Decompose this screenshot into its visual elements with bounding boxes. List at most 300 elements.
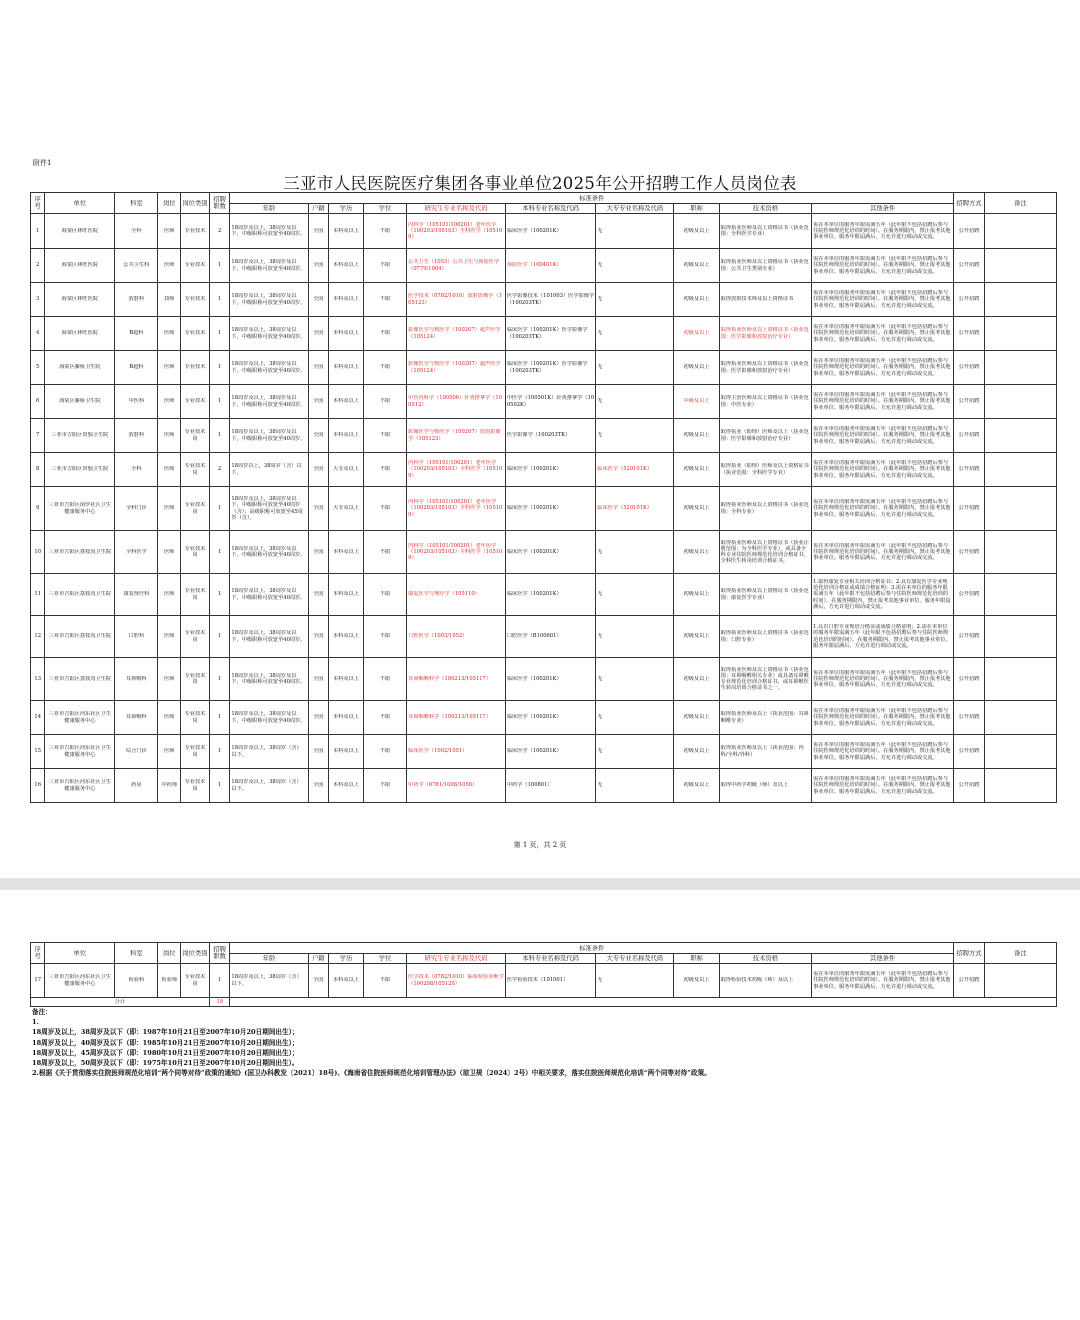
cell-title — [674, 735, 719, 769]
header-title — [674, 954, 719, 964]
cell-post-text: 医师 — [164, 675, 175, 682]
header-unit-text: 单位 — [73, 949, 87, 957]
cell-edu-text: 本科及以上 — [333, 675, 359, 682]
cell-seq — [31, 283, 45, 317]
cell-seq-text: 6 — [36, 398, 40, 405]
cell-post-text: 技师 — [164, 296, 175, 303]
cell-remark — [984, 964, 1056, 998]
cell-other-text: 1.取得康复专业相关培训合格证书；2.具有康复医学专业规范化培训合格证或成绩合格证明；3.需在本单位的服务年限需满五年（此年限不包括招聘后参与住院医师规范化培训的时间）。在服务期限内，禁止报考其他事业单位。服务年限届满后，方允许进行调动或交流。 — [813, 578, 951, 610]
cell-other — [812, 351, 954, 385]
cell-hukou — [308, 351, 329, 385]
cell-dept-text: 全科门诊 — [125, 505, 147, 512]
cell-unit-text: 三亚市吉阳区荔枝沟卫生院 — [48, 591, 111, 598]
cell-count-text: 1 — [217, 782, 222, 789]
cell-edu-text: 本科及以上 — [333, 782, 359, 789]
cell-edu — [329, 769, 364, 803]
cell-age — [230, 283, 308, 317]
cell-grad-text: 影像医学与核医学（100207）超声医学（105124） — [408, 361, 501, 374]
header-seq — [31, 193, 45, 214]
cell-category-text: 专业技术岗 — [184, 779, 206, 792]
cell-seq-text: 13 — [34, 675, 41, 682]
cell-unit — [45, 317, 115, 351]
cell-ug-text: 中医学（100501K）针灸推拿学（100502K） — [506, 395, 595, 408]
cell-ug — [505, 769, 595, 803]
table-row — [31, 487, 1057, 531]
cell-unit — [45, 735, 115, 769]
cell-hukou — [308, 574, 329, 616]
header-hukou-text: 户籍 — [311, 955, 325, 962]
cell-ug — [505, 351, 595, 385]
cell-other-text: 需在本单位的服务年限需满五年（此年限不包括招聘后参与住院医师规范化培训的时间）。在服务期限内，禁止报考其他事业单位。服务年限届满后，方允许进行调动或交流。 — [813, 221, 951, 241]
cell-method — [954, 658, 985, 701]
notes-age-2: 18周岁及以上，40周岁及以下（即：1985年10月21日至2007年10月20日期间出生）； — [32, 1038, 299, 1047]
header-dept — [115, 193, 158, 214]
cell-method — [954, 385, 985, 419]
cell-title — [674, 531, 719, 574]
cell-grad — [407, 658, 506, 701]
notes-heading: 备注： — [32, 1008, 52, 1016]
cell-method — [954, 531, 985, 574]
cell-count-text: 1 — [217, 675, 222, 682]
cell-seq-text: 10 — [34, 548, 41, 555]
cell-degree-text: 不限 — [379, 262, 391, 269]
cell-degree — [364, 616, 407, 658]
cell-unit-text: 三亚市吉阳区河东社区卫生健康服务中心 — [48, 974, 111, 987]
cell-ug-text: 临床医学（100201K） — [506, 548, 562, 555]
cell-ug — [505, 735, 595, 769]
cell-degree — [364, 574, 407, 616]
cell-age — [230, 249, 308, 283]
header-count — [209, 193, 230, 214]
cell-seq-text: 17 — [34, 977, 41, 984]
cell-dept-text: 综合门诊 — [125, 748, 147, 755]
cell-count — [209, 419, 230, 453]
cell-remark — [984, 735, 1056, 769]
cell-other-text: 需在本单位的服务年限需满五年（此年限不包括招聘后参与住院医师规范化培训的时间）。在服务期限内，禁止报考其他事业单位。服务年限届满后，方允许进行调动或交流。 — [813, 669, 951, 689]
cell-edu — [329, 317, 364, 351]
cell-dept — [115, 574, 158, 616]
cell-title — [674, 453, 719, 487]
cell-jc — [596, 701, 674, 735]
cell-count — [209, 531, 230, 574]
cell-grad — [407, 964, 506, 998]
table-row — [31, 964, 1057, 998]
cell-seq — [31, 574, 45, 616]
table-row — [31, 616, 1057, 658]
cell-grad — [407, 769, 506, 803]
header-post — [158, 943, 181, 964]
cell-age-text: 18周岁及以上，38周岁及以下，中级职称可放宽至40周岁。 — [231, 259, 306, 272]
header-other — [812, 954, 954, 964]
cell-unit — [45, 658, 115, 701]
cell-count-text: 1 — [217, 330, 222, 337]
header-grad-text: 研究生专业名称及代码 — [424, 205, 488, 212]
cell-hukou-text: 全国 — [313, 296, 324, 303]
header-hukou — [308, 204, 329, 214]
cell-seq-text: 11 — [34, 591, 41, 598]
cell-count — [209, 735, 230, 769]
cell-category — [181, 283, 210, 317]
header-count — [209, 943, 230, 964]
cell-age-text: 18周岁及以上，38周岁及以下，中级职称可放宽至40周岁。 — [231, 327, 306, 340]
header-post-text: 岗位 — [162, 199, 176, 207]
table-row — [31, 658, 1057, 701]
cell-jc — [596, 214, 674, 249]
cell-tech-text: 取得检验技术初级（师）及以上 — [720, 977, 794, 984]
total-row — [31, 998, 1057, 1007]
header-grad-text: 研究生专业名称及代码 — [424, 955, 488, 962]
notes-item-2: 2.根据《关于贯彻落实住院医师规范化培训“两个同等对待”政策的通知》(国卫办科教发〔2021〕18号)、《海南省住院医师规范化培训管理办法》（琼卫规〔2024〕2号）中相关要求，落实住院医师规范化培训“两个同等对待”政策。 — [32, 1069, 711, 1078]
cell-jc — [596, 385, 674, 419]
cell-age-text: 18周岁及以上，38周岁及以下，中级职称可放宽至40周岁。 — [231, 630, 306, 643]
cell-remark — [984, 249, 1056, 283]
cell-method-text: 公开招聘 — [958, 548, 980, 555]
table-row — [31, 701, 1057, 735]
cell-other-text: 需在本单位的服务年限需满五年（此年限不包括招聘后参与住院医师规范化培训的时间）。在服务期限内，禁止报考其他事业单位。服务年限届满后，方允许进行调动或交流。 — [813, 256, 951, 275]
cell-unit — [45, 531, 115, 574]
cell-title-text: 初级及以上 — [683, 505, 710, 512]
header-method-text: 招聘方式 — [956, 199, 982, 207]
cell-tech — [719, 735, 812, 769]
cell-count — [209, 658, 230, 701]
cell-title — [674, 487, 719, 531]
cell-method-text: 公开招聘 — [958, 714, 980, 721]
cell-dept-text: 药房 — [131, 782, 142, 789]
cell-remark — [984, 658, 1056, 701]
cell-other — [812, 317, 954, 351]
cell-hukou-text: 全国 — [313, 364, 324, 371]
cell-unit — [45, 385, 115, 419]
cell-seq-text: 3 — [36, 296, 40, 303]
cell-count-text: 1 — [217, 296, 222, 303]
cell-seq — [31, 351, 45, 385]
cell-tech-text: 取得执业医师及以上资格证书（执业范围：全科医学专业） — [720, 224, 809, 237]
cell-title-text: 初级及以上 — [683, 714, 710, 721]
cell-category-text: 专业技术岗 — [184, 588, 206, 601]
cell-count — [209, 214, 230, 249]
cell-title — [674, 385, 719, 419]
cell-category-text: 专业技术 — [184, 227, 206, 234]
header-category — [181, 193, 210, 214]
cell-unit-text: 三亚市吉阳区荔枝沟卫生院 — [48, 633, 111, 640]
cell-method — [954, 574, 985, 616]
cell-edu — [329, 574, 364, 616]
cell-grad-text: 医学技术（0782/1010）放射影像学（105123） — [408, 293, 502, 306]
cell-ug — [505, 487, 595, 531]
header-remark — [984, 943, 1056, 964]
cell-edu-text: 本科及以上 — [333, 364, 359, 371]
cell-degree — [364, 283, 407, 317]
cell-degree-text: 不限 — [379, 398, 391, 405]
cell-grad — [407, 453, 506, 487]
cell-tech — [719, 769, 812, 803]
cell-grad-text: 影像医学与核医学（100207）放射影像学（105123） — [408, 429, 501, 442]
notes-section — [32, 1007, 711, 1078]
cell-jc — [596, 964, 674, 998]
table-row — [31, 419, 1057, 453]
cell-count — [209, 283, 230, 317]
cell-tech — [719, 487, 812, 531]
cell-ug — [505, 214, 595, 249]
cell-degree-text: 不限 — [379, 466, 391, 473]
cell-jc-text: 无 — [597, 977, 603, 984]
header-post — [158, 193, 181, 214]
cell-tech — [719, 453, 812, 487]
total-count — [209, 998, 230, 1007]
document-title: 三亚市人民医院医疗集团各事业单位2025年公开招聘工作人员岗位表 — [283, 174, 797, 193]
cell-grad-text: 内科学（105101/100201）老年医学（100203/105103）全科医学（105109） — [408, 460, 503, 479]
cell-hukou — [308, 487, 329, 531]
cell-jc — [596, 351, 674, 385]
header-dept-text: 科室 — [130, 949, 143, 957]
cell-dept — [115, 351, 158, 385]
cell-remark — [984, 214, 1056, 249]
header-edu — [329, 204, 364, 214]
cell-count — [209, 964, 230, 998]
cell-jc — [596, 317, 674, 351]
cell-unit — [45, 283, 115, 317]
cell-dept-text: 口腔科 — [128, 633, 145, 640]
header-ug — [505, 204, 595, 214]
table-row — [31, 385, 1057, 419]
cell-dept — [115, 487, 158, 531]
cell-method — [954, 453, 985, 487]
table-row — [31, 351, 1057, 385]
cell-degree-text: 不限 — [379, 714, 391, 721]
cell-other — [812, 964, 954, 998]
cell-method — [954, 249, 985, 283]
cell-age — [230, 385, 308, 419]
cell-count-text: 1 — [217, 591, 222, 598]
cell-category-text: 专业技术岗 — [184, 672, 206, 685]
cell-unit-text: 三亚市吉阳区河东社区卫生健康服务中心 — [48, 745, 111, 758]
cell-post-text: 医师 — [164, 262, 175, 269]
header-method — [954, 943, 985, 964]
cell-seq — [31, 419, 45, 453]
cell-tech — [719, 249, 812, 283]
cell-tech-text: 取得执业医师及以上资格证书（执业范围：口腔专业） — [720, 630, 809, 643]
cell-ug — [505, 701, 595, 735]
cell-edu-text: 本科及以上 — [333, 227, 359, 234]
header-ug-text: 本科专业名称及代码 — [522, 955, 579, 962]
header-title-text: 职称 — [690, 205, 703, 212]
header-tech-text: 技术资格 — [752, 955, 778, 962]
cell-title-text: 初级及以上 — [683, 466, 710, 473]
header-criteria-text: 标准条件 — [579, 194, 605, 202]
cell-category — [181, 351, 210, 385]
cell-jc — [596, 453, 674, 487]
cell-age-text: 18周岁及以上，38周岁及以下，中级职称可放宽至40周岁。 — [231, 224, 306, 237]
cell-dept-text: 检验科 — [128, 977, 145, 984]
cell-post-text: 医师 — [164, 432, 175, 439]
cell-edu-text: 本科及以上 — [333, 548, 359, 555]
cell-jc-text: 临床医学（520101K） — [597, 466, 653, 473]
cell-ug-text: 医学检验技术（101001） — [506, 977, 569, 984]
cell-hukou-text: 全国 — [313, 466, 324, 473]
cell-edu — [329, 351, 364, 385]
cell-remark — [984, 531, 1056, 574]
cell-other — [812, 701, 954, 735]
cell-count-text: 2 — [217, 466, 222, 473]
cell-count-text: 2 — [217, 227, 222, 234]
cell-age — [230, 317, 308, 351]
cell-unit-text: 三亚市吉阳区河东社区卫生健康服务中心 — [48, 711, 111, 724]
cell-dept — [115, 701, 158, 735]
cell-other — [812, 531, 954, 574]
header-count-text: 招聘职数 — [213, 946, 226, 960]
cell-hukou — [308, 769, 329, 803]
header-title — [674, 204, 719, 214]
header-method — [954, 193, 985, 214]
cell-unit-text: 三亚市吉阳区荔枝沟卫生院 — [48, 548, 111, 555]
cell-post-text: 医师 — [164, 633, 175, 640]
cell-category-text: 专业技术 — [184, 330, 206, 337]
cell-unit-text: 三亚市吉阳区南罗社区卫生健康服务中心 — [48, 502, 111, 515]
header-dept-text: 科室 — [130, 199, 143, 207]
header-jc-text: 大专专业名称及代码 — [606, 955, 664, 962]
cell-post — [158, 214, 181, 249]
cell-category-text: 专业技术岗 — [184, 463, 206, 476]
cell-tech — [719, 283, 812, 317]
cell-jc-text: 无 — [597, 262, 603, 269]
cell-seq — [31, 249, 45, 283]
cell-post — [158, 964, 181, 998]
cell-count — [209, 249, 230, 283]
cell-count-text: 1 — [217, 748, 222, 755]
cell-hukou-text: 全国 — [313, 675, 324, 682]
header-category — [181, 943, 210, 964]
cell-degree-text: 不限 — [379, 505, 391, 512]
cell-method — [954, 964, 985, 998]
cell-post-text: 医师 — [164, 227, 175, 234]
cell-remark — [984, 769, 1056, 803]
cell-unit-text: 海棠区林旺医院 — [61, 330, 98, 337]
cell-method-text: 公开招聘 — [958, 505, 980, 512]
cell-post — [158, 574, 181, 616]
cell-title — [674, 214, 719, 249]
cell-dept-text: 耳鼻喉科 — [125, 675, 147, 682]
cell-unit — [45, 249, 115, 283]
cell-jc — [596, 531, 674, 574]
cell-dept — [115, 735, 158, 769]
cell-dept — [115, 249, 158, 283]
cell-edu — [329, 419, 364, 453]
cell-age — [230, 964, 308, 998]
cell-jc-text: 无 — [597, 748, 603, 755]
cell-title-text: 初级及以上 — [683, 782, 710, 789]
cell-count — [209, 317, 230, 351]
header-age — [230, 204, 308, 214]
cell-hukou-text: 全国 — [313, 227, 324, 234]
cell-degree — [364, 317, 407, 351]
cell-grad — [407, 531, 506, 574]
cell-edu-text: 大专及以上 — [333, 466, 359, 473]
cell-age — [230, 616, 308, 658]
cell-post-text: 医师 — [164, 364, 175, 371]
cell-post — [158, 453, 181, 487]
cell-hukou — [308, 385, 329, 419]
cell-seq-text: 8 — [36, 466, 40, 473]
cell-edu — [329, 658, 364, 701]
cell-category — [181, 385, 210, 419]
cell-ug-text: 临床医学（100201K） — [506, 466, 562, 473]
cell-hukou — [308, 735, 329, 769]
job-table-page-two — [30, 942, 1057, 1007]
cell-degree-text: 不限 — [379, 977, 391, 984]
cell-post — [158, 385, 181, 419]
cell-method-text: 公开招聘 — [958, 398, 980, 405]
cell-jc-text: 无 — [597, 227, 603, 234]
cell-ug — [505, 385, 595, 419]
cell-title — [674, 317, 719, 351]
cell-other — [812, 419, 954, 453]
cell-dept-text: 全科 — [131, 227, 142, 234]
cell-seq-text: 12 — [34, 633, 41, 640]
cell-method-text: 公开招聘 — [958, 977, 980, 984]
cell-grad — [407, 616, 506, 658]
cell-category — [181, 419, 210, 453]
cell-remark — [984, 616, 1056, 658]
cell-age-text: 18周岁及以上，38周岁及以下，中级职称可放宽至40周岁。 — [231, 395, 306, 408]
cell-degree — [364, 531, 407, 574]
table-row — [31, 531, 1057, 574]
cell-edu — [329, 531, 364, 574]
cell-unit-text: 三亚市吉阳区荔枝沟卫生院 — [48, 675, 111, 682]
cell-jc-text: 无 — [597, 432, 603, 439]
cell-method-text: 公开招聘 — [958, 364, 980, 371]
cell-seq — [31, 964, 45, 998]
cell-grad — [407, 283, 506, 317]
cell-method — [954, 769, 985, 803]
cell-degree — [364, 701, 407, 735]
cell-count-text: 1 — [217, 262, 222, 269]
cell-other — [812, 453, 954, 487]
cell-ug-text: 医学影像学（100203TK） — [506, 432, 571, 439]
cell-ug — [505, 658, 595, 701]
cell-method-text: 公开招聘 — [958, 330, 980, 337]
cell-hukou — [308, 453, 329, 487]
table-row — [31, 453, 1057, 487]
cell-degree-text: 不限 — [379, 782, 391, 789]
cell-tech-text: 取得放射技术师及以上资格证书 — [720, 296, 794, 303]
cell-post-text: 医师 — [164, 548, 175, 555]
cell-unit — [45, 574, 115, 616]
cell-seq — [31, 214, 45, 249]
cell-title — [674, 283, 719, 317]
header-age-text: 年龄 — [262, 205, 276, 212]
header-category-text: 岗位类别 — [182, 949, 208, 957]
cell-count-text: 1 — [217, 633, 222, 640]
table-row — [31, 249, 1057, 283]
cell-grad — [407, 351, 506, 385]
cell-ug — [505, 317, 595, 351]
cell-count — [209, 385, 230, 419]
cell-tech — [719, 964, 812, 998]
cell-unit — [45, 964, 115, 998]
cell-unit-text: 海棠区林旺医院 — [61, 296, 98, 303]
cell-age — [230, 769, 308, 803]
cell-seq — [31, 385, 45, 419]
header-seq — [31, 943, 45, 964]
cell-edu-text: 本科及以上 — [333, 398, 359, 405]
cell-hukou-text: 全国 — [313, 748, 324, 755]
cell-category — [181, 769, 210, 803]
cell-age-text: 18周岁及以上，38周岁及以下，中级职称可放宽至40周岁（含）；高级职称可放宽至45周岁（含）。 — [231, 496, 303, 521]
cell-ug — [505, 616, 595, 658]
cell-unit-text: 海棠区藤桥卫生院 — [59, 364, 101, 371]
header-edu-text: 学历 — [339, 955, 353, 962]
cell-tech-text: 取得执业医师及以上资格证书（执业范围：康复医学专业） — [720, 588, 809, 601]
